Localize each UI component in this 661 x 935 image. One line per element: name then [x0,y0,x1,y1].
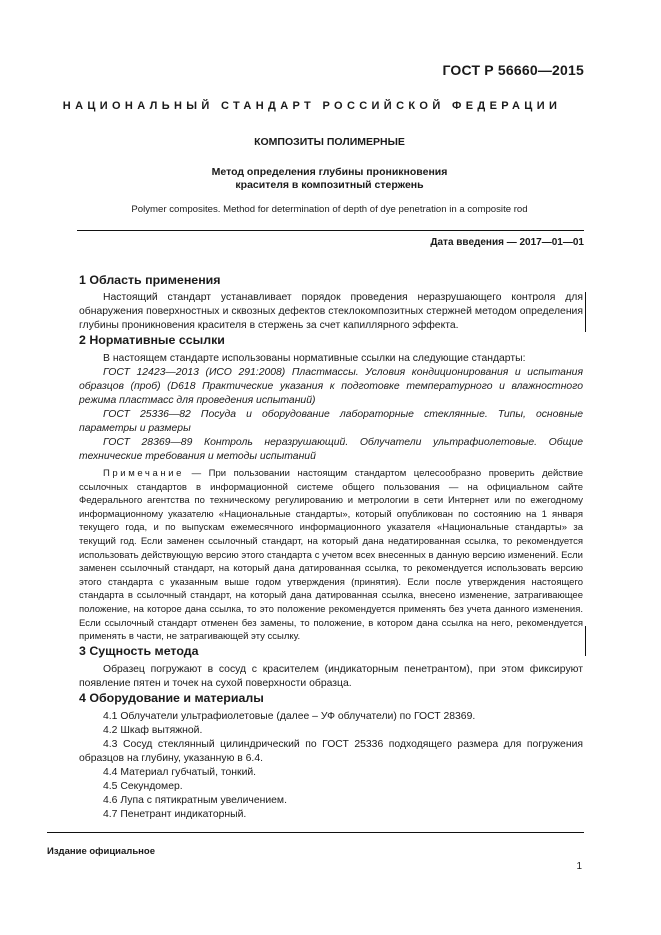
document-body [79,273,583,822]
edition-label: Издание официальное [47,846,155,857]
section-1-paragraph: Настоящий стандарт устанавливает порядок проведения неразрушающего контроля для обнаружения поверхностных и сквозных дефектов стеклокомпозитных стержней методом определения глубины проникновения красителя в стержень за счет капиллярного эффекта. [79,292,583,331]
page-number: 1 [576,861,582,872]
footer-divider [47,832,584,833]
section-1-heading: 1 Область применения [79,273,221,287]
normative-reference-2: ГОСТ 25336—82 Посуда и оборудование лабораторные стеклянные. Типы, основные параметры и размеры [79,409,583,434]
equipment-item: 4.7 Пенетрант индикаторный. [103,808,247,820]
section-2-intro: В настоящем стандарте использованы нормативные ссылки на следующие стандарты: [103,353,526,364]
note-label: Примечание [103,468,184,479]
equipment-item: 4.3 Сосуд стеклянный цилиндрический по ГОСТ 25336 подходящего размера для погружения образцов на глубину, указанную в 6.4. [79,738,583,764]
equipment-item: 4.6 Лупа с пятикратным увеличением. [103,794,287,806]
normative-reference-3: ГОСТ 28369—89 Контроль неразрушающий. Облучатели ультрафиолетовые. Общие технические требования и методы испытаний [79,437,583,462]
section-3-heading: 3 Сущность метода [79,643,199,658]
header-divider [77,230,584,231]
document-title: КОМПОЗИТЫ ПОЛИМЕРНЫЕ [254,136,405,148]
effective-date: Дата введения — 2017—01—01 [430,237,584,248]
normative-reference-1: ГОСТ 12423—2013 (ИСО 291:2008) Пластмассы. Условия кондиционирования и испытания образцов (проб) (D618 Практические указания к подготовке температурного и влажностного режима пластмасс для проведения испытаний) [79,367,583,406]
equipment-item: 4.1 Облучатели ультрафиолетовые (далее – УФ облучатели) по ГОСТ 28369. [103,710,476,722]
section-3-paragraph: Образец погружают в сосуд с красителем (индикаторным пенетрантом), при этом фиксируют появление пятен и точек на сухой поверхности образца. [79,663,583,689]
note-text: — При пользовании настоящим стандартом целесообразно проверить действие ссылочных стандартов в информационной системе общего пользования — на официальном сайте Федерального агентства по техническому регулированию и метрологии в сети Интернет или по ежегодному информационному указателю «Национальные стандарты», который опубликован по состоянию на 1 января текущего года, и по выпускам ежемесячного информационного указателя «Национальные стандарты» за текущий год. Если заменен ссылочный стандарт, на который дана недатированная ссылка, то рекомендуется использовать действующую версию этого стандарта с учетом всех внесенных в данную версию изменений. Если заменен ссылочный стандарт, на который дана датированная ссылка, то рекомендуется использовать версию этого стандарта с указанным выше годом утверждения (принятия). Если после утверждения настоящего стандарта в ссылочный стандарт, на который дана датированная ссылка, внесено изменение, затрагивающее положение, на которое дана ссылка, то это положение рекомендуется применять без учета данного изменения. Если ссылочный стандарт отменен без замены, то положение, в котором дана ссылка на него, рекомендуется применять в части, не затрагивающей эту ссылку. [79,468,583,643]
national-standard-banner: НАЦИОНАЛЬНЫЙ СТАНДАРТ РОССИЙСКОЙ ФЕДЕРАЦИИ [62,100,562,112]
subtitle-line-2: красителя в композитный стержень [235,179,424,191]
equipment-item: 4.2 Шкаф вытяжной. [103,724,203,736]
equipment-item: 4.4 Материал губчатый, тонкий. [103,766,257,778]
english-title: Polymer composites. Method for determination of depth of dye penetration in a composite rod [131,204,528,215]
equipment-item: 4.5 Секундомер. [103,780,183,792]
document-id: ГОСТ Р 56660—2015 [442,62,584,78]
document-subtitle [47,166,612,192]
change-bar [585,292,586,332]
change-bar [585,626,586,656]
subtitle-line-1: Метод определения глубины проникновения [211,166,448,178]
section-4-heading: 4 Оборудование и материалы [79,690,264,705]
section-2-note [79,467,583,644]
section-2-heading: 2 Нормативные ссылки [79,333,225,347]
